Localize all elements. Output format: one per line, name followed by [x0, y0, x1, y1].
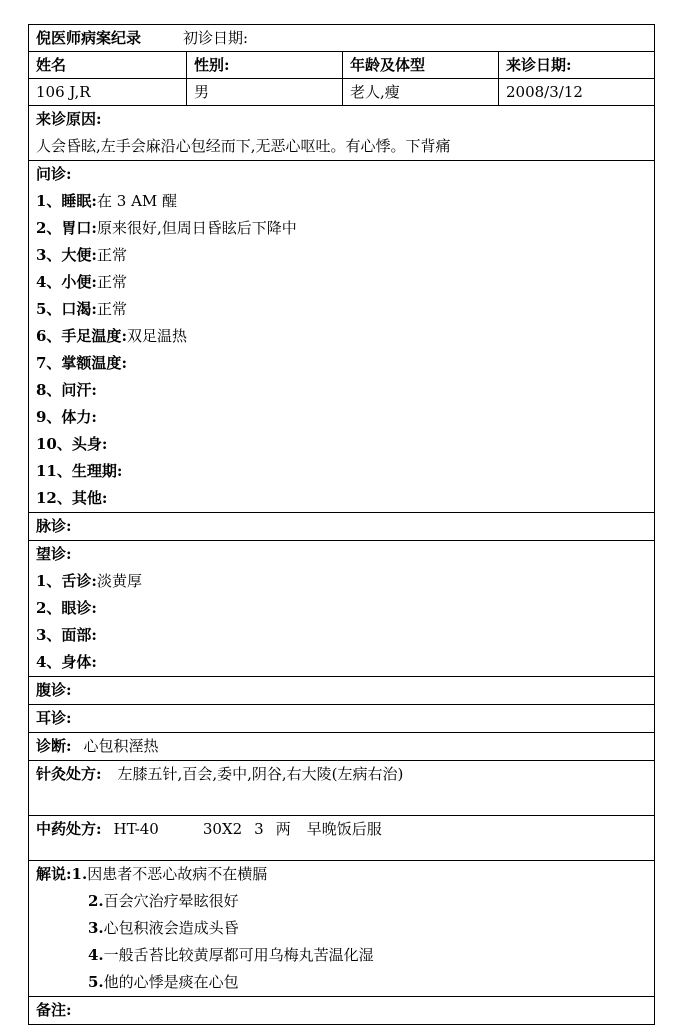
observation-item-label: 3、面部:	[36, 626, 97, 644]
record-table	[28, 24, 655, 1025]
explanation-label: 解说:	[36, 865, 72, 883]
inquiry-item-label: 9、体力:	[36, 408, 97, 426]
ear-label: 耳诊:	[29, 705, 655, 733]
inquiry-item-label: 3、大便:	[36, 246, 97, 264]
explanation-item	[36, 861, 647, 888]
inquiry-item	[36, 242, 647, 269]
inquiry-item-value: 双足温热	[126, 327, 187, 345]
diagnosis-cell	[29, 733, 655, 761]
reason-cell	[29, 106, 655, 161]
inquiry-cell	[29, 161, 655, 513]
inquiry-item-label: 2、胃口:	[36, 219, 97, 237]
inquiry-row	[29, 161, 655, 513]
gender-value: 男	[187, 79, 343, 106]
remarks-label: 备注:	[29, 997, 655, 1025]
visit-date-value: 2008/3/12	[499, 79, 655, 106]
inquiry-item-value: 正常	[96, 300, 127, 318]
observation-label: 望诊:	[36, 545, 72, 563]
abdomen-label: 腹诊:	[29, 677, 655, 705]
inquiry-item	[36, 269, 647, 296]
observation-item-value: 淡黄厚	[96, 572, 142, 590]
inquiry-item	[36, 215, 647, 242]
diagnosis-value: 心包积溼热	[83, 737, 159, 755]
inquiry-item-value: 在 3 AM 醒	[96, 192, 178, 210]
abdomen-row	[29, 677, 655, 705]
observation-item	[36, 568, 647, 595]
inquiry-item-value: 正常	[96, 246, 127, 264]
explanation-num: 2.	[88, 892, 104, 910]
explanation-num: 4.	[88, 946, 104, 964]
inquiry-item-value: 原来很好,但周日昏眩后下降中	[96, 219, 297, 237]
acupuncture-row	[29, 761, 655, 816]
inquiry-item-label: 8、问汗:	[36, 381, 97, 399]
first-visit-date-label: 初诊日期:	[183, 29, 249, 47]
record-title: 倪医师病案纪录	[36, 29, 142, 47]
inquiry-item-label: 1、睡眠:	[36, 192, 97, 210]
reason-label: 来诊原因:	[36, 110, 102, 128]
explanation-num: 3.	[88, 919, 104, 937]
acupuncture-value: 左膝五针,百会,委中,阴谷,右大陵(左病右治)	[117, 765, 404, 783]
inquiry-item	[36, 323, 647, 350]
age-build-value: 老人,瘦	[343, 79, 499, 106]
explanation-row	[29, 861, 655, 997]
inquiry-item	[36, 350, 647, 377]
diagnosis-label: 诊断:	[36, 737, 72, 755]
inquiry-item	[36, 458, 647, 485]
observation-item-label: 4、身体:	[36, 653, 97, 671]
herbal-dose: 30X2	[202, 820, 243, 838]
inquiry-item	[36, 296, 647, 323]
medical-record-sheet	[28, 24, 654, 1025]
explanation-item	[36, 969, 647, 996]
age-build-header: 年龄及体型	[343, 52, 499, 79]
patient-header-row	[29, 52, 655, 79]
inquiry-item-label: 4、小便:	[36, 273, 97, 291]
remarks-row	[29, 997, 655, 1025]
inquiry-item	[36, 377, 647, 404]
acupuncture-cell	[29, 761, 655, 816]
inquiry-item-label: 5、口渴:	[36, 300, 97, 318]
herbal-amount: 3	[254, 820, 264, 838]
observation-item	[36, 622, 647, 649]
diagnosis-row	[29, 733, 655, 761]
explanation-text: 一般舌苔比较黄厚都可用乌梅丸苦温化湿	[103, 946, 374, 964]
reason-row	[29, 106, 655, 161]
reason-text: 人会昏眩,左手会麻沿心包经而下,无恶心呕吐。有心悸。下背痛	[36, 137, 451, 155]
inquiry-item-label: 10、头身:	[36, 435, 108, 453]
inquiry-item-value: 正常	[96, 273, 127, 291]
name-header: 姓名	[29, 52, 187, 79]
observation-row	[29, 541, 655, 677]
explanation-item	[36, 888, 647, 915]
herbal-timing: 早晚饭后服	[306, 820, 382, 838]
observation-item	[36, 649, 647, 676]
observation-cell	[29, 541, 655, 677]
acupuncture-label: 针灸处方:	[36, 765, 102, 783]
header-cell	[29, 25, 655, 52]
herbal-cell	[29, 816, 655, 861]
observation-item-label: 2、眼诊:	[36, 599, 97, 617]
explanation-cell	[29, 861, 655, 997]
inquiry-item-label: 11、生理期:	[36, 462, 123, 480]
inquiry-label: 问诊:	[36, 165, 72, 183]
name-value: 106 J,R	[29, 79, 187, 106]
pulse-label: 脉诊:	[29, 513, 655, 541]
explanation-num: 5.	[88, 973, 104, 991]
herbal-code: HT-40	[113, 820, 159, 838]
explanation-text: 因患者不恶心故病不在横膈	[87, 865, 268, 883]
inquiry-item	[36, 485, 647, 512]
explanation-text: 心包积液会造成头昏	[103, 919, 239, 937]
inquiry-item-label: 12、其他:	[36, 489, 108, 507]
ear-row	[29, 705, 655, 733]
visit-date-header: 来诊日期:	[499, 52, 655, 79]
inquiry-item	[36, 188, 647, 215]
inquiry-item	[36, 404, 647, 431]
header-row	[29, 25, 655, 52]
explanation-num: 1.	[71, 865, 88, 883]
patient-values-row	[29, 79, 655, 106]
explanation-text: 百会穴治疗晕眩很好	[103, 892, 239, 910]
explanation-item	[36, 942, 647, 969]
explanation-item	[36, 915, 647, 942]
inquiry-item-label: 7、掌额温度:	[36, 354, 127, 372]
herbal-row	[29, 816, 655, 861]
inquiry-item-label: 6、手足温度:	[36, 327, 127, 345]
gender-header: 性别:	[187, 52, 343, 79]
inquiry-item	[36, 431, 647, 458]
pulse-row	[29, 513, 655, 541]
observation-item-label: 1、舌诊:	[36, 572, 97, 590]
herbal-label: 中药处方:	[36, 820, 102, 838]
explanation-text: 他的心悸是痰在心包	[103, 973, 239, 991]
observation-item	[36, 595, 647, 622]
herbal-unit: 两	[275, 820, 291, 838]
